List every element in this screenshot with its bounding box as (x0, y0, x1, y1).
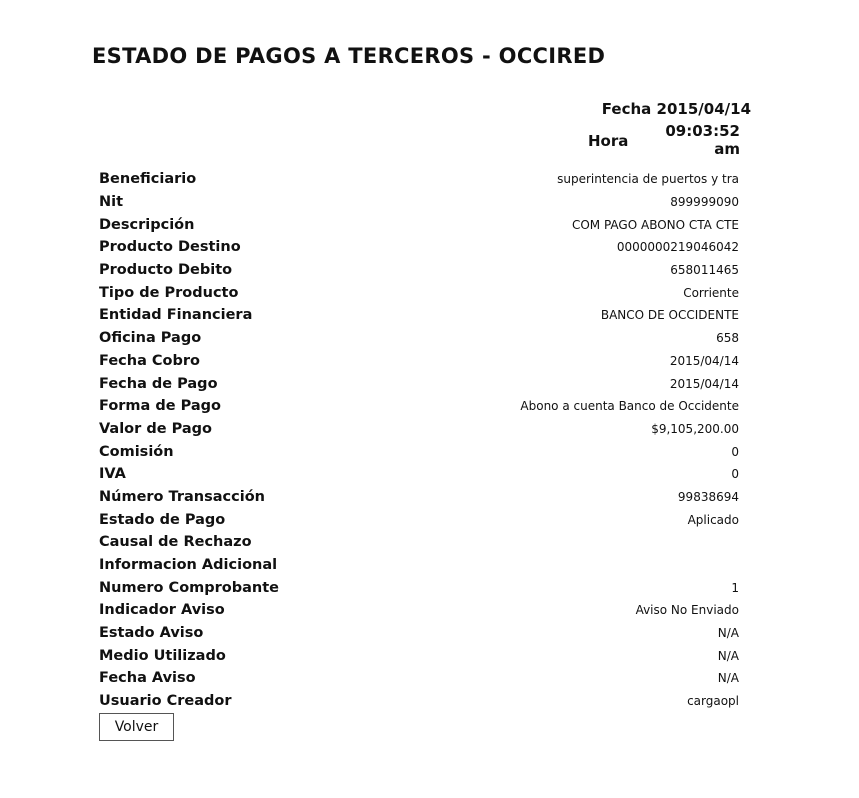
hora-value (650, 122, 740, 158)
volver-button[interactable]: Volver (99, 713, 174, 741)
detail-row-usuario-creador (99, 690, 739, 713)
detail-row-descripcion (99, 213, 739, 236)
detail-value: 2015/04/14 (669, 353, 739, 368)
detail-row-numero-transaccion (99, 486, 739, 509)
detail-row-fecha-de-pago (99, 372, 739, 395)
detail-label: Nit (99, 194, 124, 211)
detail-value: Abono a cuenta Banco de Occidente (520, 399, 739, 414)
detail-value: 1 (731, 580, 739, 595)
hora-time: 09:03:52 (665, 122, 740, 140)
detail-label: Usuario Creador (99, 693, 232, 710)
detail-label: Estado Aviso (99, 625, 204, 642)
detail-label: Oficina Pago (99, 330, 202, 347)
detail-row-estado-aviso (99, 622, 739, 645)
detail-label: Valor de Pago (99, 420, 212, 437)
detail-value: cargaopl (687, 694, 739, 709)
detail-value: 99838694 (677, 489, 739, 504)
detail-value: N/A (717, 671, 739, 686)
detail-label: IVA (99, 466, 126, 483)
payment-details (99, 168, 739, 713)
fecha-label: Fecha (601, 100, 652, 118)
detail-row-comision (99, 440, 739, 463)
detail-row-medio-utilizado (99, 644, 739, 667)
detail-value: Aplicado (687, 512, 739, 527)
detail-value: N/A (717, 648, 739, 663)
detail-value: 899999090 (670, 195, 739, 210)
detail-row-fecha-cobro (99, 350, 739, 373)
detail-label: Indicador Aviso (99, 602, 225, 619)
detail-label: Informacion Adicional (99, 557, 278, 574)
detail-value: superintencia de puertos y tra (557, 172, 739, 187)
detail-row-producto-debito (99, 259, 739, 282)
detail-label: Numero Comprobante (99, 579, 280, 596)
detail-label: Medio Utilizado (99, 647, 226, 664)
detail-label: Beneficiario (99, 171, 197, 188)
detail-label: Fecha Aviso (99, 670, 196, 687)
hora-label: Hora (588, 132, 629, 150)
detail-value: 2015/04/14 (669, 376, 739, 391)
detail-value: 0000000219046042 (616, 240, 739, 255)
detail-value: N/A (717, 626, 739, 641)
detail-label: Entidad Financiera (99, 307, 253, 324)
page-title: ESTADO DE PAGOS A TERCEROS - OCCIRED (92, 44, 606, 68)
detail-label: Estado de Pago (99, 511, 226, 528)
detail-value: 0 (731, 467, 739, 482)
fecha-line (602, 100, 751, 118)
detail-value: Aviso No Enviado (635, 603, 739, 618)
detail-row-numero-comprobante (99, 576, 739, 599)
detail-label: Fecha de Pago (99, 375, 218, 392)
detail-label: Número Transacción (99, 488, 265, 505)
detail-row-entidad-financiera (99, 304, 739, 327)
detail-label: Tipo de Producto (99, 284, 239, 301)
detail-label: Causal de Rechazo (99, 534, 252, 551)
detail-row-beneficiario (99, 168, 739, 191)
detail-row-fecha-aviso (99, 667, 739, 690)
hora-period: am (714, 140, 740, 158)
detail-value: BANCO DE OCCIDENTE (600, 308, 739, 323)
detail-row-indicador-aviso (99, 599, 739, 622)
detail-label: Forma de Pago (99, 398, 221, 415)
detail-value: COM PAGO ABONO CTA CTE (571, 217, 739, 232)
detail-label: Producto Destino (99, 239, 241, 256)
detail-value: Corriente (683, 285, 739, 300)
detail-value: 658 (716, 331, 739, 346)
detail-row-producto-destino (99, 236, 739, 259)
detail-value: 0 (731, 444, 739, 459)
detail-label: Comisión (99, 443, 174, 460)
detail-label: Fecha Cobro (99, 352, 200, 369)
detail-row-causal-de-rechazo (99, 531, 739, 554)
detail-row-nit (99, 191, 739, 214)
detail-row-oficina-pago (99, 327, 739, 350)
detail-row-valor-de-pago (99, 418, 739, 441)
detail-value: 658011465 (670, 263, 739, 278)
detail-label: Descripción (99, 216, 195, 233)
detail-value: $9,105,200.00 (651, 421, 739, 436)
detail-row-informacion-adicional (99, 554, 739, 577)
fecha-value: 2015/04/14 (656, 100, 751, 118)
detail-row-estado-de-pago (99, 508, 739, 531)
detail-label: Producto Debito (99, 262, 233, 279)
detail-row-iva (99, 463, 739, 486)
detail-row-forma-de-pago (99, 395, 739, 418)
detail-row-tipo-de-producto (99, 281, 739, 304)
